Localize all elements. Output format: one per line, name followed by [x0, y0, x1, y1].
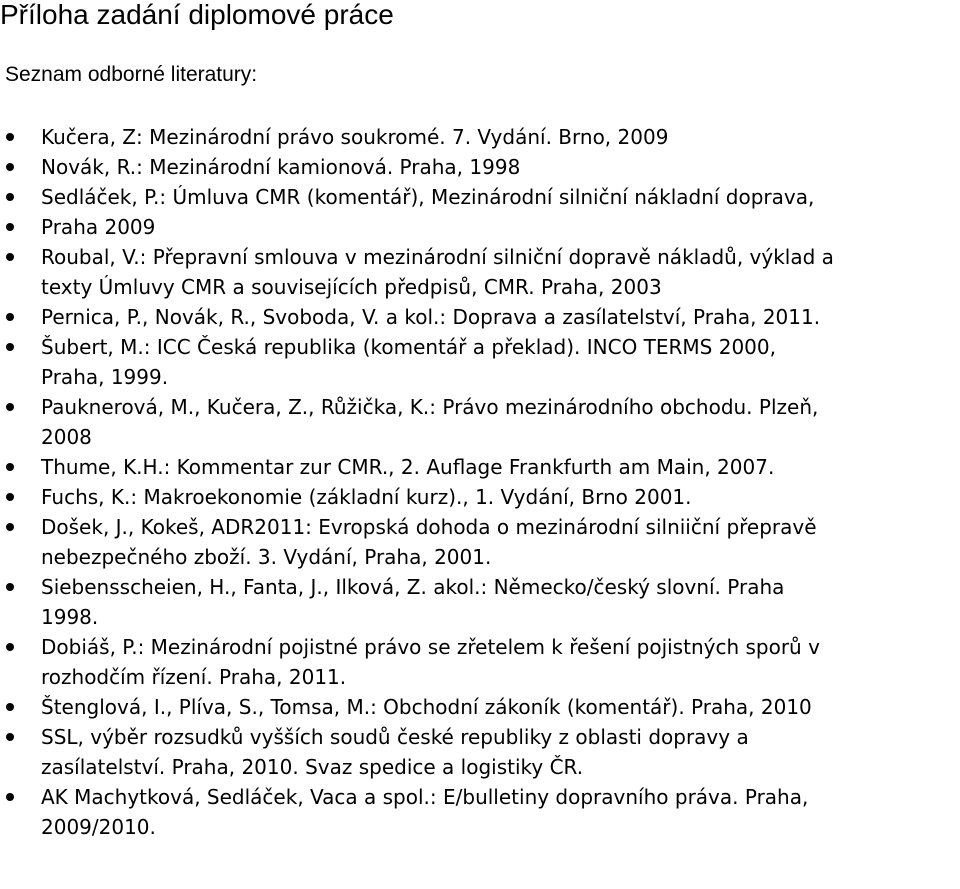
reference-text-line: Došek, J., Kokeš, ADR2011: Evropská dohoda o mezinárodní silniiční přepravě — [41, 515, 817, 539]
reference-item — [0, 482, 960, 512]
reference-text-line: Dobiáš, P.: Mezinárodní pojistné právo se zřetelem k řešení pojistných sporů v — [41, 635, 820, 659]
bullet-icon — [6, 193, 14, 201]
reference-text-line: zasílatelství. Praha, 2010. Svaz spedice a logistiky ČR. — [41, 755, 584, 779]
reference-item — [0, 512, 960, 572]
reference-text-line: Šubert, M.: ICC Česká republika (komentář a překlad). INCO TERMS 2000, — [41, 335, 776, 359]
reference-item — [0, 242, 960, 302]
bullet-icon — [6, 403, 14, 411]
reference-text-line: Sedláček, P.: Úmluva CMR (komentář), Mezinárodní silniční nákladní doprava, — [41, 185, 815, 209]
reference-text-line: texty Úmluvy CMR a souvisejících předpisů, CMR. Praha, 2003 — [41, 275, 662, 299]
reference-text-line: Praha, 1999. — [41, 365, 169, 389]
reference-item — [0, 722, 960, 782]
bullet-icon — [6, 253, 14, 261]
bullet-icon — [6, 223, 14, 231]
bullet-icon — [6, 463, 14, 471]
reference-text-line: rozhodčím řízení. Praha, 2011. — [41, 665, 347, 689]
reference-text-line: SSL, výběr rozsudků vyšších soudů české republiky z oblasti dopravy a — [41, 725, 749, 749]
bullet-icon — [6, 133, 14, 141]
bullet-icon — [6, 493, 14, 501]
bullet-icon — [6, 733, 14, 741]
reference-item — [0, 452, 960, 482]
bullet-icon — [6, 343, 14, 351]
bullet-icon — [6, 523, 14, 531]
bullet-icon — [6, 163, 14, 171]
reference-text-line: Pauknerová, M., Kučera, Z., Růžička, K.: Právo mezinárodního obchodu. Plzeň, — [41, 395, 819, 419]
reference-item — [0, 122, 960, 152]
reference-item — [0, 572, 960, 632]
reference-text-line: AK Machytková, Sedláček, Vaca a spol.: E/bulletiny dopravního práva. Praha, — [41, 785, 809, 809]
bullet-icon — [6, 583, 14, 591]
reference-text-line: Thume, K.H.: Kommentar zur CMR., 2. Auflage Frankfurth am Main, 2007. — [41, 455, 775, 479]
bullet-icon — [6, 703, 14, 711]
reference-text-line: Roubal, V.: Přepravní smlouva v mezinárodní silniční dopravě nákladů, výklad a — [41, 245, 834, 269]
reference-item — [0, 152, 960, 182]
reference-list — [0, 122, 960, 842]
reference-text-line: 2008 — [41, 425, 92, 449]
reference-text-line: Štenglová, I., Plíva, S., Tomsa, M.: Obchodní zákoník (komentář). Praha, 2010 — [41, 695, 812, 719]
reference-text-line: nebezpečného zboží. 3. Vydání, Praha, 2001. — [41, 545, 492, 569]
reference-item — [0, 632, 960, 692]
reference-text-line: Pernica, P., Novák, R., Svoboda, V. a kol.: Doprava a zasílatelství, Praha, 2011. — [41, 305, 821, 329]
reference-text-line: Novák, R.: Mezinárodní kamionová. Praha, 1998 — [41, 155, 521, 179]
reference-item — [0, 782, 960, 842]
reference-text-line: Kučera, Z: Mezinárodní právo soukromé. 7. Vydání. Brno, 2009 — [41, 125, 669, 149]
bullet-icon — [6, 313, 14, 321]
reference-text-line: 1998. — [41, 605, 99, 629]
reference-text-line: 2009/2010. — [41, 815, 156, 839]
reference-item — [0, 692, 960, 722]
bullet-icon — [6, 793, 14, 801]
reference-item — [0, 332, 960, 392]
reference-text-line: Siebensscheien, H., Fanta, J., Ilková, Z. akol.: Německo/český slovní. Praha — [41, 575, 785, 599]
section-heading: Seznam odborné literatury: — [5, 63, 258, 86]
reference-item — [0, 182, 960, 212]
reference-item — [0, 302, 960, 332]
reference-text-line: Fuchs, K.: Makroekonomie (základní kurz)., 1. Vydání, Brno 2001. — [41, 485, 692, 509]
bullet-icon — [6, 643, 14, 651]
reference-item — [0, 212, 960, 242]
page-title: Příloha zadání diplomové práce — [0, 0, 394, 30]
reference-text-line: Praha 2009 — [41, 215, 156, 239]
reference-item — [0, 392, 960, 452]
